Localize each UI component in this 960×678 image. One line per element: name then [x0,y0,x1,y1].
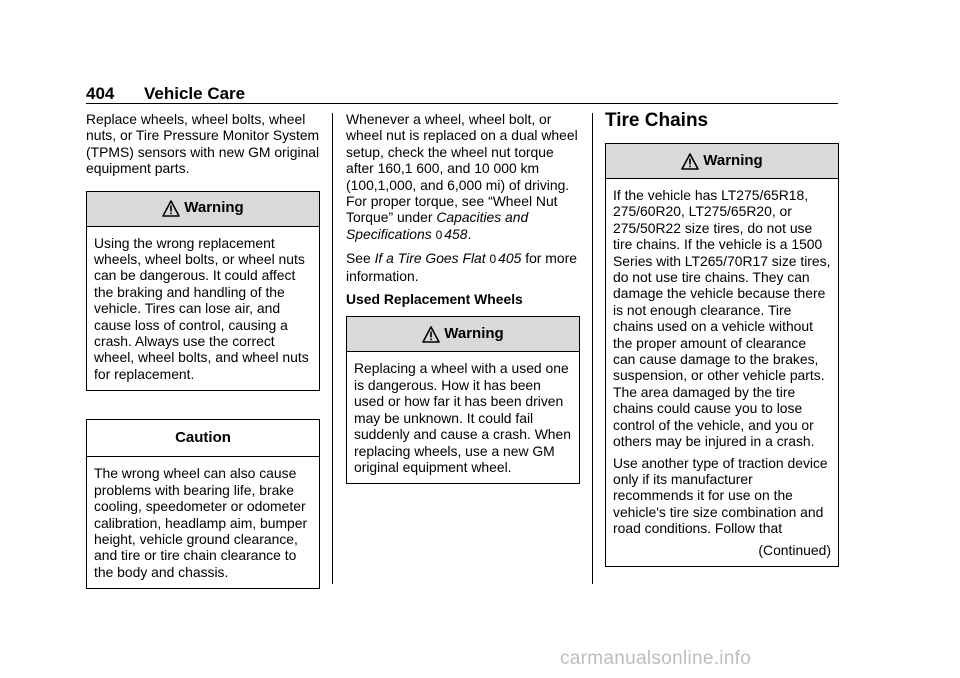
page-number: 404 [86,84,115,103]
warning-triangle-icon [681,153,699,170]
warning-text: Replacing a wheel with a used one is dangerous. How it has been used or how far it has been driven may be unknown. It could fail suddenly and cause a crash. When replacing wheels, use a new GM original equipment wheel. [354,360,571,475]
warning-body [87,227,319,391]
watermark: carmanualsonline.info [560,648,752,669]
column-left [86,111,320,589]
warning-triangle-icon [422,326,440,343]
torque-text: Whenever a wheel, wheel bolt, or wheel nut is replaced on a dual wheel setup, check the wheel nut torque after 160,1 600, and 10 000 km (100,1,000, and 6,000 mi) of driving. For proper torque, see “Wheel Nut Torque” under [346,111,578,226]
warning-header [347,317,579,352]
warning-box [605,143,839,567]
caution-text: The wrong wheel can also cause problems with bearing life, brake cooling, speedometer or odometer calibration, headlamp aim, bumper height, vehicle ground clearance, and tire or tire chain clearance to the body and chassis. [94,465,308,580]
continued-label: (Continued) [758,541,831,558]
warning-body [606,179,838,566]
caution-label: Caution [175,429,231,447]
warning-label: Warning [703,151,763,169]
header-rule [86,103,838,104]
warning-text: Use another type of traction device only if its manufacturer recommends it for use on the vehicle's tire size combination and road conditions. Follow that [613,454,828,537]
warning-label: Warning [184,199,244,217]
page-link-405[interactable]: 405 [498,250,522,267]
caution-header [87,420,319,457]
warning-text: Using the wrong replacement wheels, wheel bolts, or wheel nuts can be dangerous. It could affect the braking and handling of the vehicle. Tires can lose air, and cause loss of control, causing a crash. Always use the correct wheel, wheel bolts, and wheel nuts for replacement. [94,234,309,382]
section-title: Vehicle Care [144,84,246,103]
intro-paragraph: Replace wheels, wheel bolts, wheel nuts, or Tire Pressure Monitor System (TPMS) sensors with new GM original equipment parts. [86,111,320,177]
warning-triangle-icon [162,200,180,217]
page-header [86,82,838,108]
torque-paragraph: Whenever a wheel, wheel bolt, or wheel nut is replaced on a dual wheel setup, check the wheel nut torque after 160,1 600, and 10 000 km (100,1,000, and 6,000 mi) of driving. For proper torque, see “Wheel Nut Torque” under Capacities and Specifications 0 458. [346,111,578,242]
column-right [605,108,839,567]
caution-box [86,419,320,589]
warning-label: Warning [444,325,504,343]
flat-tire-reference[interactable]: If a Tire Goes Flat [374,250,486,267]
column-divider [332,113,333,584]
flat-tire-paragraph: See If a Tire Goes Flat 0 405 for more information. [346,250,577,284]
warning-header [87,192,319,227]
warning-header [606,144,838,179]
column-middle [346,111,580,484]
column-divider [592,113,593,584]
warning-body [347,352,579,483]
page-link-458[interactable]: 458 [444,225,468,242]
specifications-reference[interactable]: Capacities and Specifications [346,209,529,242]
section-heading-tire-chains: Tire Chains [605,110,709,131]
page-reference-icon: 0 [435,227,443,242]
warning-box [86,191,320,392]
warning-box [346,316,580,484]
caution-body [87,457,319,588]
page-reference-icon: 0 [489,252,497,267]
warning-text: If the vehicle has LT275/65R18, 275/60R20, LT275/65R20, or 275/50R22 size tires, do not use tire chains. If the vehicle is a 1500 Series with LT265/70R17 size tires, do not use tire chains. They can damage the vehicle because there is not enough clearance. Tire chains used on a vehicle without the proper amount of clearance can cause damage to the brakes, suspension, or other vehicle parts. The area damaged by the tire chains could cause you to lose control of the vehicle, and you or others may be injured in a crash. [613,187,831,450]
subheading-used-wheels: Used Replacement Wheels [346,291,523,308]
